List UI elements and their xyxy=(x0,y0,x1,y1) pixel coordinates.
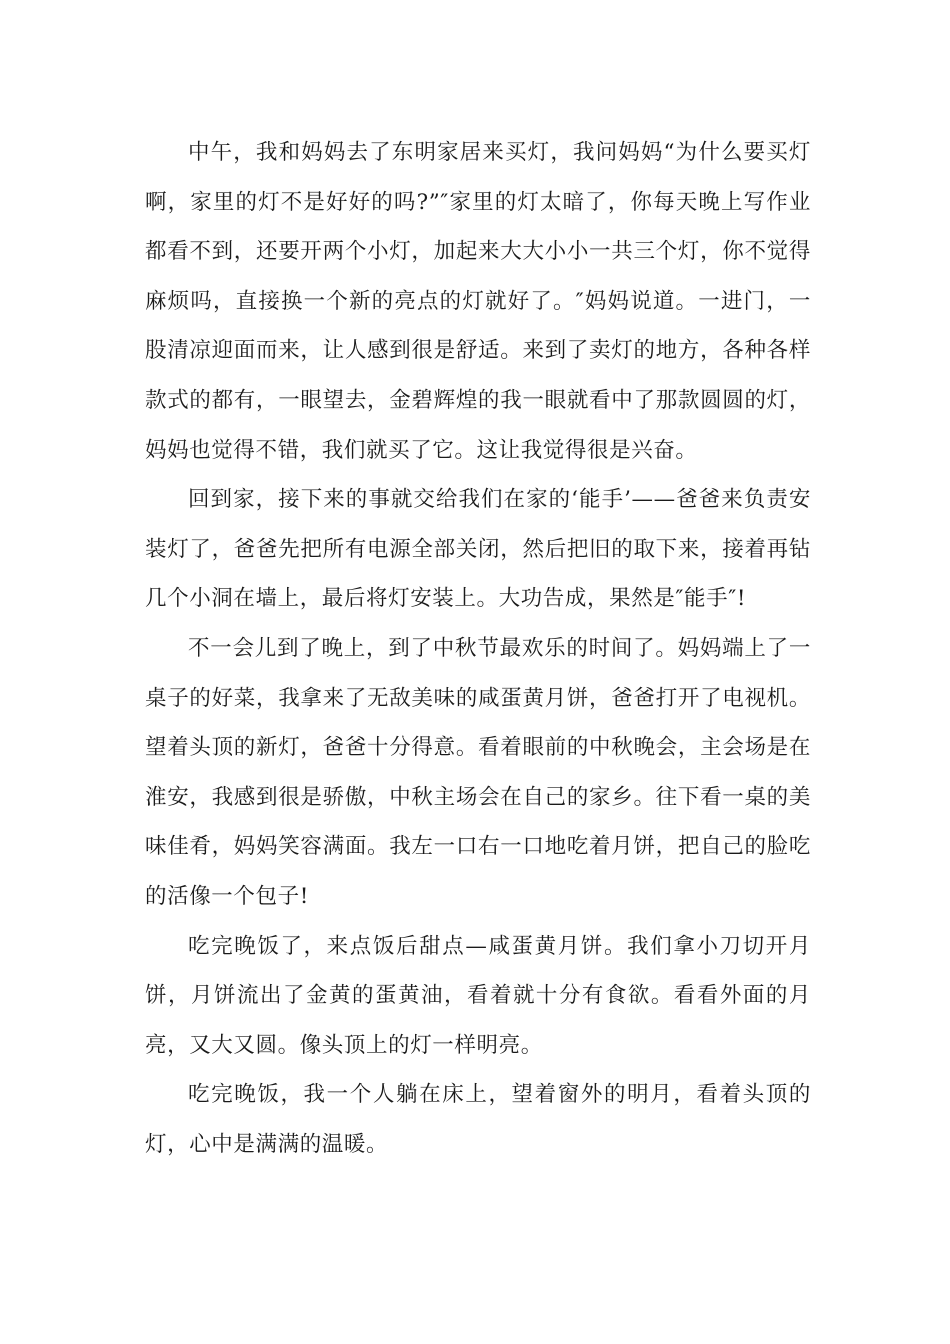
paragraph-buying-lamp: 中午，我和妈妈去了东明家居来买灯，我问妈妈“为什么要买灯啊，家里的灯不是好好的吗?”″家里的灯太暗了，你每天晚上写作业都看不到，还要开两个小灯，加起来大大小小一共三个灯，你不觉得麻烦吗，直接换一个新的亮点的灯就好了。″妈妈说道。一进门，一股清凉迎面而来，让人感到很是舒适。来到了卖灯的地方，各种各样款式的都有，一眼望去，金碧辉煌的我一眼就看中了那款圆圆的灯，妈妈也觉得不错，我们就买了它。这让我觉得很是兴奋。 xyxy=(145,140,811,463)
paragraph-mid-autumn-evening: 不一会儿到了晚上，到了中秋节最欢乐的时间了。妈妈端上了一桌子的好菜，我拿来了无敌美味的咸蛋黄月饼，爸爸打开了电视机。望着头顶的新灯，爸爸十分得意。看着眼前的中秋晚会，主会场是在淮安，我感到很是骄傲，中秋主场会在自己的家乡。往下看一桌的美味佳肴，妈妈笑容满面。我左一口右一口地吃着月饼，把自己的脸吃的活像一个包子! xyxy=(145,635,811,909)
paragraph-closing-warmth: 吃完晚饭，我一个人躺在床上，望着窗外的明月，看着头顶的灯，心中是满满的温暖。 xyxy=(145,1082,811,1157)
paragraph-dessert-mooncake: 吃完晚饭了，来点饭后甜点—咸蛋黄月饼。我们拿小刀切开月饼，月饼流出了金黄的蛋黄油，看着就十分有食欲。看看外面的月亮，又大又圆。像头顶上的灯一样明亮。 xyxy=(145,933,811,1058)
paragraph-installing-lamp: 回到家，接下来的事就交给我们在家的‘能手’——爸爸来负责安装灯了，爸爸先把所有电源全部关闭，然后把旧的取下来，接着再钻几个小洞在墙上，最后将灯安装上。大功告成，果然是″能手″! xyxy=(145,487,811,612)
document-page xyxy=(145,128,811,1169)
